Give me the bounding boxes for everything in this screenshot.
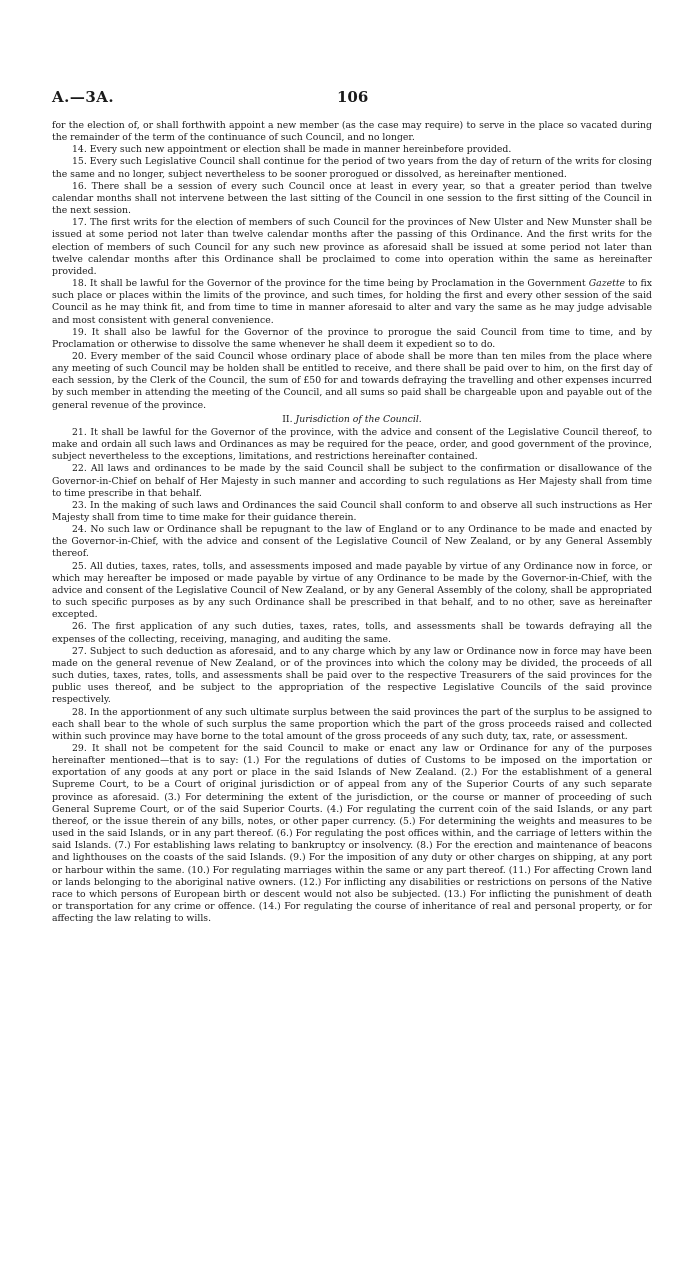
section-number: II. (282, 413, 293, 425)
paragraph: 19. It shall also be lawful for the Governor of the province to prorogue the said Council from time to time, and by Proclamation or otherwise to dissolve the same whenever he shall deem it expedient so to do. (52, 326, 652, 350)
paragraph: 17. The first writs for the election of members of such Council for the provinces of New Ulster and New Munster shall be issued at some period not later than twelve calendar months after the passing of this Ordinance. And the first writs for the election of members of such Council for any such new province as aforesaid shall be issued at some period not later than twelve calendar months after this Ordinance shall be proclaimed to come into operation within the same as hereinafter provided. (52, 217, 652, 277)
section-code: A.—3A. (52, 88, 115, 106)
paragraph: 26. The first application of any such duties, taxes, rates, tolls, and assessments shall be towards defraying all the expenses of the collecting, receiving, managing, and auditing the same. (52, 621, 652, 645)
paragraph: 16. There shall be a session of every such Council once at least in every year, so that a greater period than twelve calendar months shall not intervene between the last sitting of the Council in one session to the first sitting of the Council in the next session. (52, 180, 652, 217)
paragraph: 27. Subject to such deduction as aforesaid, and to any charge which by any law or Ordinance now in force may have been made on the general revenue of New Zealand, or of the provinces into which the colony may be divided, the proceeds of all such duties, taxes, rates, tolls, and assessments shall be paid over to the respective Treasurers of the said provinces for the public uses thereof, and be subject to the appropriation of the respective Legislative Councils of the said province respectively. (52, 645, 652, 706)
paragraph: 28. In the apportionment of any such ultimate surplus between the said provinces the part of the surplus to be assigned to each shall bear to the whole of such surplus the same proportion which the part of the gross proceeds raised and collected within such province may have borne to the total amount of the gross proceeds of any such duty, tax, rate, or assessment. (52, 706, 652, 742)
section-heading (52, 414, 652, 426)
gazette-italic: Gazette (588, 278, 626, 290)
paragraph-text: 18. It shall be lawful for the Governor of the province for the time being by Proclamation in the Government (72, 278, 589, 290)
paragraph-text: to fix such place or places within the limits of the province, and such times, for holding the first and every other session of the said Council as he may think fit, and from time to time in manner aforesaid to alter and vary the same as he may judge advisable and most consistent with general convenience. (52, 278, 652, 326)
paragraph: 14. Every such new appointment or election shall be made in manner hereinbefore provided. (72, 144, 512, 156)
document-body (52, 120, 652, 925)
paragraph: 23. In the making of such laws and Ordinances the said Council shall conform to and observe all such instructions as Her Majesty shall from time to time make for their guidance therein. (52, 499, 652, 523)
paragraph: 29. It shall not be competent for the said Council to make or enact any law or Ordinance for any of the purposes hereinafter mentioned—that is to say: (1.) For the regulations of duties of Customs to be imposed on the importation or exportation of any goods at any port or place in the said Islands of New Zealand. (2.) For the establishment of a general Supreme Court, to be a Court of original jurisdiction or of appeal from any of the Superior Courts of any such separate province as aforesaid. (3.) For determining the extent of the jurisdiction, or the course or manner of proceeding of such General Supreme Court, or of the said Superior Courts. (4.) For regulating the current coin of the said Islands, or any part thereof, or the issue therein of any bills, notes, or other paper currency. (5.) For determining the weights and measures to be used in the said Islands, or in any part thereof. (6.) For regulating the post offices within, and the carriage of letters within the said Islands. (7.) For establishing laws relating to bankruptcy or insolvency. (8.) For the erection and maintenance of beacons and lighthouses on the coasts of the said Islands. (9.) For the imposition of any duty or other charges on shipping, at any port or harbour within the same. (10.) For regulating marriages within the same or any part thereof. (11.) For affecting Crown land or lands belonging to the aboriginal native owners. (12.) For inflicting any disabilities or restrictions on persons of the Native race to which persons of European birth or descent would not also be subjected. (13.) For inflicting the punishment of death or transportation for any crime or offence. (14.) For regulating the course of inheritance of real and personal property, or for affecting the law relating to wills. (52, 742, 652, 925)
paragraph: 25. All duties, taxes, rates, tolls, and assessments imposed and made payable by virtue of any Ordinance now in force, or which may hereafter be imposed or made payable by virtue of any Ordinance to be made by the Governor-in-Chief, with the advice and consent of the Legislative Council of New Zealand, or by any General Assembly of the colony, shall be appropriated to such specific purposes as by any such Ordinance shall be prescribed in that behalf, and to no other, save as hereinafter excepted. (52, 560, 652, 621)
paragraph: 22. All laws and ordinances to be made by the said Council shall be subject to the confirmation or disallowance of the Governor-in-Chief on behalf of Her Majesty in such manner and according to such regulations as Her Majesty shall from time to time prescribe in that behalf. (52, 463, 652, 499)
paragraph: 24. No such law or Ordinance shall be repugnant to the law of England or to any Ordinance to be made and enacted by the Governor-in-Chief, with the advice and consent of the Legislative Council of New Zealand, or by any General Assembly thereof. (52, 524, 652, 560)
section-title: Jurisdiction of the Council. (295, 413, 422, 425)
paragraph: 21. It shall be lawful for the Governor of the province, with the advice and consent of the Legislative Council thereof, to make and ordain all such laws and Ordinances as may be required for the peace, order, and good government of the province, subject nevertheless to the exceptions, limitations, and restrictions hereinafter contained. (52, 426, 652, 463)
paragraph-18 (52, 278, 652, 327)
paragraph: for the election of, or shall forthwith appoint a new member (as the case may require) to serve in the place so vacated during the remainder of the term of the continuance of such Council, and no longer. (52, 120, 652, 144)
page-header (52, 88, 652, 110)
document-page (52, 88, 652, 925)
page-number: 106 (337, 88, 369, 106)
paragraph: 20. Every member of the said Council whose ordinary place of abode shall be more than ten miles from the place where any meeting of such Council may be holden shall be entitled to receive, and there shall be paid over to him, on the first day of each session, by the Clerk of the Council, the sum of £50 for and towards defraying the travelling and other expenses incurred by such member in attending the meeting of the Council, and all sums so paid shall be chargeable upon and payable out of the general revenue of the province. (52, 350, 652, 411)
paragraph: 15. Every such Legislative Council shall continue for the period of two years from the day of return of the writs for closing the same and no longer, subject nevertheless to be sooner prorogued or dissolved, as hereinafter mentioned. (52, 156, 652, 180)
